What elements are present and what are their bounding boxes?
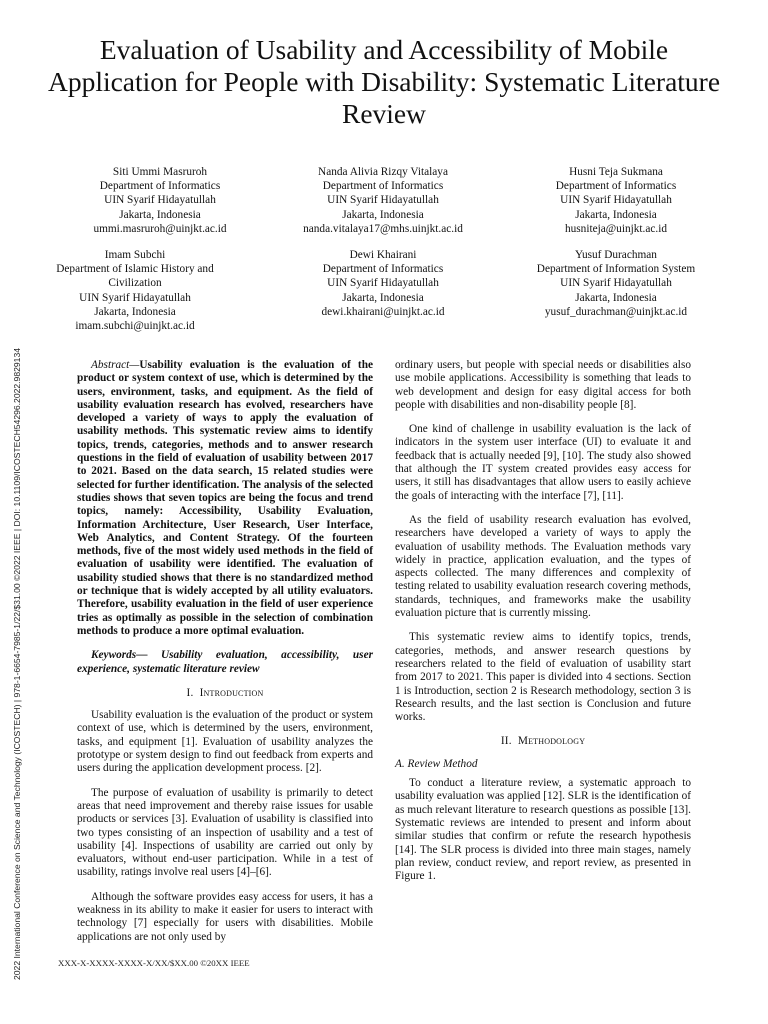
author-block-6 — [501, 248, 731, 319]
section-number: II. — [500, 735, 512, 748]
page-footer: XXX-X-XXXX-XXXX-X/XX/$XX.00 ©20XX IEEE — [58, 958, 250, 968]
author-city: Jakarta, Indonesia — [94, 305, 176, 318]
author-univ: UIN Syarif Hidayatullah — [79, 291, 191, 304]
right-column — [395, 359, 691, 894]
author-dept: Department of Informatics — [555, 180, 677, 193]
author-univ: UIN Syarif Hidayatullah — [327, 194, 439, 207]
author-block-1 — [45, 165, 275, 236]
intro-paragraph-3: Although the software provides easy access for users, it has a weakness in its ability to make it easier for users to interact with technology [7] especially for users with disabilities. Mobile applications are not only used by — [77, 890, 373, 943]
author-name: Siti Ummi Masruroh — [112, 166, 208, 178]
intro-paragraph-2: The purpose of evaluation of usability is primarily to detect areas that need improvement and thereby raise issues for usable products or services [3]. Evaluation of usability is classified into two types consisting of an inspection of usability and a test of usability [4]. Inspections of usability are carried out only by evaluators, without end-user participation. While in a test of usability, ratings involve real users [4]–[6]. — [77, 786, 373, 879]
author-email: dewi.khairani@uinjkt.ac.id — [321, 305, 445, 318]
author-email: ummi.masruroh@uinjkt.ac.id — [93, 222, 227, 235]
author-univ: UIN Syarif Hidayatullah — [560, 194, 672, 207]
right-paragraph-2: One kind of challenge in usability evaluation is the lack of indicators in the system user interface (UI) to evaluate it and feedback that is actually needed [9], [10]. The study also showed that although the IT system created provides easy access for users, it still has disadvantages that allow users to easily achieve the goals of interacting with the interface [7], [11]. — [395, 423, 691, 502]
author-univ: UIN Syarif Hidayatullah — [560, 277, 672, 290]
author-name: Nanda Alivia Rizqy Vitalaya — [318, 166, 448, 178]
abstract-lead: Abstract— — [91, 359, 140, 371]
author-dept: Department of Informatics — [99, 180, 221, 193]
author-city: Jakarta, Indonesia — [575, 208, 657, 221]
keywords-lead: Keywords— — [91, 649, 148, 662]
author-dept: Department of Information System — [536, 263, 696, 276]
abstract — [77, 359, 373, 638]
right-paragraph-5: To conduct a literature review, a systematic approach to usability evaluation was applied [12]. SLR is the identification of as much relevant literature to research questions as possible [13]. Systematic reviews are intended to present and inform about similar studies that confirm or refute the research hypothesis [14]. The SLR process is divided into three main stages, namely plan review, conduct review, and report review, as presented in Figure 1. — [395, 777, 691, 883]
author-name: Dewi Khairani — [349, 249, 417, 261]
author-city: Jakarta, Indonesia — [575, 291, 657, 304]
left-column — [77, 359, 373, 955]
author-email: yusuf_durachman@uinjkt.ac.id — [544, 305, 688, 318]
keywords — [77, 649, 373, 676]
section-title: Introduction — [199, 686, 264, 699]
section-heading-introduction — [77, 687, 373, 700]
author-name: Yusuf Durachman — [575, 249, 657, 261]
author-block-5 — [268, 248, 498, 319]
right-paragraph-4: This systematic review aims to identify topics, trends, categories, methods, and answer research questions by researchers related to the field of evaluation of usability start from 2017 to 2021. This paper is divided into 4 sections. Section 1 is Introduction, section 2 is Research methodology, section 3 is Research results, and the last section is Conclusion and future works. — [395, 631, 691, 724]
author-univ: UIN Syarif Hidayatullah — [327, 277, 439, 290]
right-paragraph-1: ordinary users, but people with special needs or disabilities also use mobile applications. Accessibility is something that leads to web development and design for easy digital access for both people with disabilities and non-disability people [8]. — [395, 359, 691, 411]
author-email: nanda.vitalaya17@mhs.uinjkt.ac.id — [303, 222, 463, 235]
abstract-text: Usability evaluation is the evaluation of the product or system context of use, which is determined by the users, environment, tasks, and equipment. As the field of usability evaluation research has evolved, researchers have developed a variety of ways to apply the evaluation of usability methods. This systematic review aims to identify topics, trends, categories, methods and to answer research questions in the field of evaluation of usability between 2017 to 2021. Based on the data search, 15 related studies were selected for further identification. The analysis of the selected studies shows that seven topics are being the focus and trend topics, namely: Accessibility, Usability Evaluation, Information Architecture, User Research, User Interface, Web Analytics, and Content Strategy. Of the fourteen methods, five of the most widely used methods in the field of evaluation of usability were identified. The evaluation of usability studied shows that there is no standardized method or technique that is widely accepted by all utility evaluators. Therefore, usability evaluation in the field of user experience tries as optimally as possible in the selection of combination methods to produce a more optimal evaluation. — [77, 359, 373, 637]
section-heading-methodology — [395, 735, 691, 748]
conference-doi-sidebar: 2022 International Conference on Science and Technology (ICOSTECH) | 978-1-6654-7985-1/22/$31.00 ©2022 IEEE | DOI: 10.1109/ICOSTECH54296.2022.9829134 — [12, 347, 22, 980]
author-city: Jakarta, Indonesia — [119, 208, 201, 221]
author-email: imam.subchi@uinjkt.ac.id — [75, 320, 195, 333]
author-name: Imam Subchi — [104, 249, 166, 261]
section-title: Methodology — [517, 735, 586, 748]
author-block-4 — [35, 248, 235, 333]
author-email: husniteja@uinjkt.ac.id — [564, 222, 667, 235]
right-paragraph-3: As the field of usability research evaluation has evolved, researchers have developed a variety of ways to apply the evaluation of usability methods. The Evaluation methods vary widely in practice, application evaluation, and the types of aspects collected. The many differences and complexity of testing related to usability evaluation research covering methods, standards, techniques, and frameworks make the usability evaluation picture that is currently missing. — [395, 513, 691, 620]
author-univ: UIN Syarif Hidayatullah — [104, 194, 216, 207]
intro-paragraph-1: Usability evaluation is the evaluation of the product or system context of use, which is determined by the users, environment, tasks, and equipment [1]. Evaluation of usability analyzes the prototype or system design to find out feedback from experts and users during the application development process. [2]. — [77, 709, 373, 775]
section-number: I. — [186, 686, 194, 699]
author-dept: Department of Informatics — [322, 180, 444, 193]
subsection-heading-review-method: A. Review Method — [395, 757, 478, 770]
author-city: Jakarta, Indonesia — [342, 208, 424, 221]
keywords-text: Usability evaluation, accessibility, user experience, systematic literature review — [77, 649, 373, 675]
author-block-3 — [501, 165, 731, 236]
author-dept: Department of Informatics — [322, 263, 444, 276]
author-block-2 — [268, 165, 498, 236]
author-name: Husni Teja Sukmana — [569, 166, 663, 178]
author-city: Jakarta, Indonesia — [342, 291, 424, 304]
author-dept: Department of Islamic History and Civilization — [56, 263, 214, 290]
paper-title: Evaluation of Usability and Accessibility of Mobile Application for People with Disability: Systematic Literature Review — [47, 34, 721, 129]
